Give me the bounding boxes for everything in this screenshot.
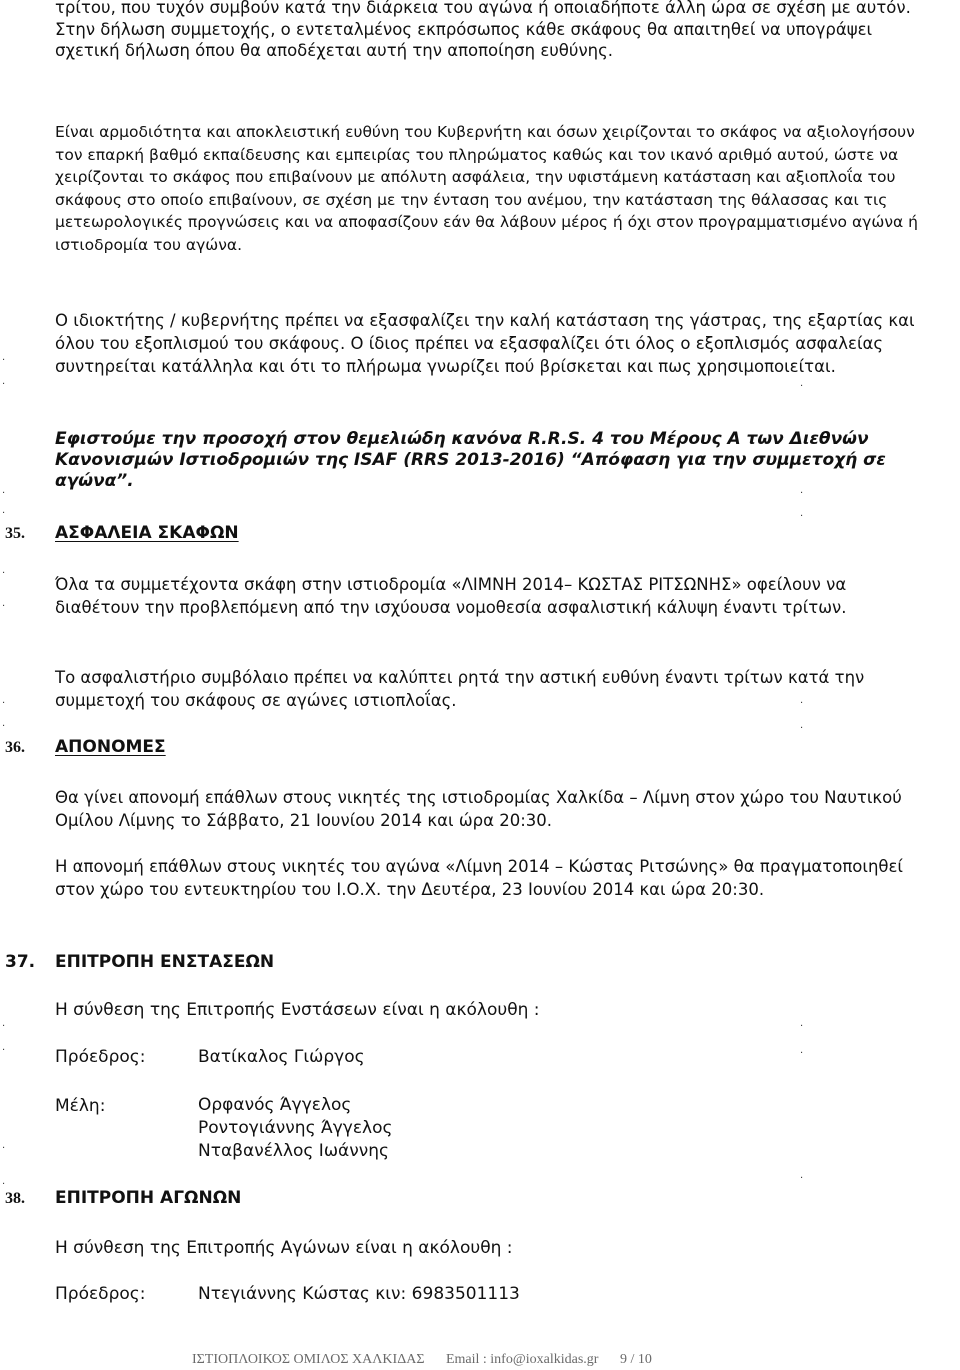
protest-members-label: Μέλη: [55, 1096, 106, 1116]
section-title-36: ΑΠΟΝΟΜΕΣ [55, 737, 166, 757]
section-title-38: ΕΠΙΤΡΟΠΗ ΑΓΩΝΩΝ [55, 1188, 242, 1208]
owner-paragraph: Ο ιδιοκτήτης / κυβερνήτης πρέπει να εξασφαλίζει την καλή κατάσταση της γάστρας, της εξαρτίας και όλου του εξοπλισμού του σκάφους. Ο ίδιος πρέπει να εξασφαλίζει ότι όλος ο εξοπλισμός ασφαλείας συντηρείται κατάλληλα και ότι το πλήρωμα γνωρίζει πού βρίσκεται και πως χρησιμοποιείται. [55, 311, 915, 376]
section-36-paragraph-1: Θα γίνει απονομή επάθλων στους νικητές της ιστιοδρομίας Χαλκίδα – Λίμνη στον χώρο του Ναυτικού Ομίλου Λίμνης το Σάββατο, 21 Ιουνίου 2014 και ώρα 20:30. [55, 788, 902, 830]
intro-paragraph: τρίτου, που τυχόν συμβούν κατά την διάρκεια του αγώνα ή οποιαδήποτε άλλη ώρα σε σχέση με αυτόν. Στην δήλωση συμμετοχής, ο εντεταλμένος εκπρόσωπος κάθε σκάφους θα απαιτηθεί να υπογράψει σχετική δήλωση όπου θα αποδέχεται αυτή την αποποίηση ευθύνης. [55, 0, 911, 60]
responsibility-paragraph: Είναι αρμοδιότητα και αποκλειστική ευθύνη του Κυβερνήτη και όσων χειρίζονται το σκάφος να αξιολογήσουν τον επαρκή βαθμό εκπαίδευσης και εμπειρίας του πληρώματος καθώς και τον ικανό αριθμό αυτού, ώστε να χειρίζονται το σκάφος που επιβαίνουν με απόλυτη ασφάλεια, την υφιστάμενη κατάσταση και αξιοπλοΐα του σκάφους στο οποίο επιβαίνουν, σε σχέση με την ένταση του ανέμου, την κατάσταση της θάλασσας και τις μετεωρολογικές προγνώσεις και να αποφασίζουν εάν θα λάβουν μέρος ή όχι στον προγραμματισμένο αγώνα ή ιστιοδρομία του αγώνα. [55, 123, 918, 254]
margin-dot: . [2, 565, 6, 576]
protest-chair-label: Πρόεδρος: [55, 1047, 146, 1067]
protest-members-list [198, 1094, 392, 1163]
section-title-35: ΑΣΦΑΛΕΙΑ ΣΚΑΦΩΝ [55, 523, 239, 543]
margin-dot: . [800, 1018, 804, 1029]
footer-page-number: 9 / 10 [619, 1352, 652, 1367]
margin-dot: . [800, 1045, 804, 1056]
margin-dot: . [2, 505, 6, 516]
margin-dot: . [800, 1170, 804, 1181]
member-name: Ορφανός Άγγελος [198, 1095, 352, 1115]
race-chair-name: Ντεγιάννης Κώστας κιν: 6983501113 [198, 1284, 520, 1304]
section-title-37: ΕΠΙΤΡΟΠΗ ΕΝΣΤΑΣΕΩΝ [55, 952, 275, 972]
section-number-35: 35. [5, 525, 25, 542]
section-number-36: 36. [5, 739, 25, 756]
footer-club-name: ΙΣΤΙΟΠΛΟΙΚΟΣ ΟΜΙΛΟΣ ΧΑΛΚΙΔΑΣ [192, 1352, 425, 1367]
margin-dot: . [2, 1140, 6, 1151]
margin-dot: . [2, 1042, 6, 1053]
margin-dot: . [800, 485, 804, 496]
section-38-intro: Η σύνθεση της Επιτροπής Αγώνων είναι η ακόλουθη : [55, 1238, 513, 1258]
margin-dot: . [2, 598, 6, 609]
section-35-paragraph-2: Το ασφαλιστήριο συμβόλαιο πρέπει να καλύπτει ρητά την αστική ευθύνη έναντι τρίτων κατά την συμμετοχή του σκάφους σε αγώνες ιστιοπλοΐας. [55, 668, 865, 710]
margin-dot: . [2, 718, 6, 729]
member-name: Ροντογιάννης Άγγελος [198, 1118, 393, 1138]
margin-dot: . [2, 352, 6, 363]
margin-dot: . [800, 508, 804, 519]
section-number-38: 38. [5, 1190, 25, 1207]
protest-chair-name: Βατίκαλος Γιώργος [198, 1047, 365, 1067]
margin-dot: . [2, 1176, 6, 1187]
section-35-paragraph-1: Όλα τα συμμετέχοντα σκάφη στην ιστιοδρομία «ΛΙΜΝΗ 2014– ΚΩΣΤΑΣ ΡΙΤΣΩΝΗΣ» οφείλουν να διαθέτουν την προβλεπόμενη από την ισχύουσα νομοθεσία ασφαλιστική κάλυψη έναντι τρίτων. [55, 575, 847, 617]
footer-email: Email : info@ioxalkidas.gr [445, 1352, 599, 1367]
section-36-paragraph-2: Η απονομή επάθλων στους νικητές του αγώνα «Λίμνη 2014 – Κώστας Ριτσώνης» θα πραγματοποιηθεί στον χώρο του εντευκτηρίου του Ι.Ο.Χ. την Δευτέρα, 23 Ιουνίου 2014 και ώρα 20:30. [55, 857, 904, 899]
race-chair-label: Πρόεδρος: [55, 1284, 146, 1304]
margin-dot: . [2, 376, 6, 387]
margin-dot: . [800, 720, 804, 731]
margin-dot: . [800, 695, 804, 706]
attention-paragraph: Εφιστούμε την προσοχή στον θεμελιώδη κανόνα R.R.S. 4 του Μέρους Α των Διεθνών Κανονισμών Ιστιοδρομιών της ISAF (RRS 2013-2016) “Απόφαση για την συμμετοχή σε αγώνα”. [55, 429, 886, 491]
section-37-intro: Η σύνθεση της Επιτροπής Ενστάσεων είναι η ακόλουθη : [55, 1000, 540, 1020]
margin-dot: . [2, 485, 6, 496]
member-name: Νταβανέλλος Ιωάννης [198, 1141, 390, 1161]
margin-dot: . [2, 1018, 6, 1029]
section-number-37: 37. [5, 952, 36, 972]
page-footer [192, 1352, 670, 1368]
margin-dot: . [800, 378, 804, 389]
margin-dot: . [2, 695, 6, 706]
